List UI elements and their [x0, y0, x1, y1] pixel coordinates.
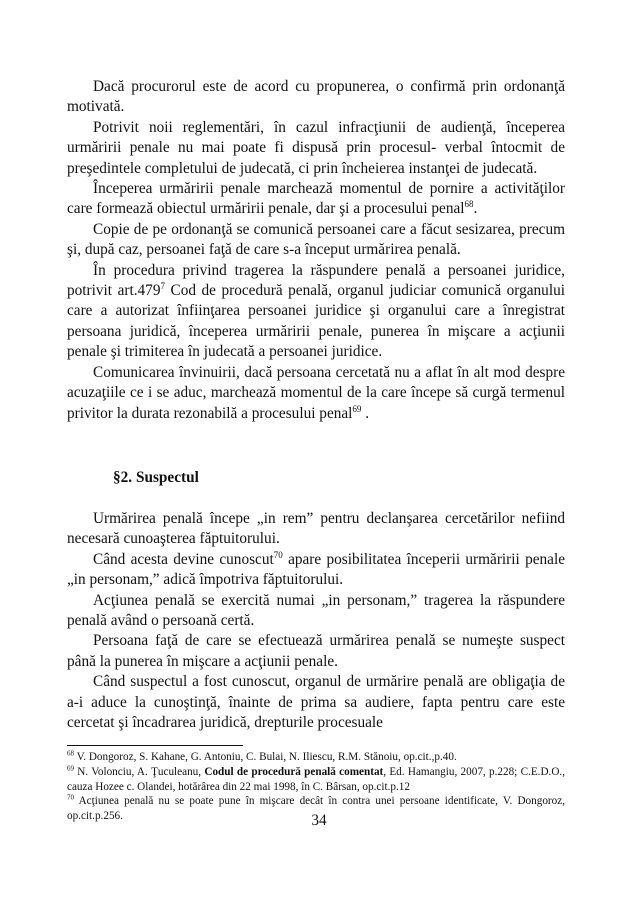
paragraph-1: Dacă procurorul este de acord cu propunerea, o confirmă prin ordonanţă motivată. [67, 78, 565, 116]
paragraph-9: Acţiunea penală se exercită numai „in personam,” tragerea la răspundere penală având o persoană certă. [67, 591, 565, 629]
footnote-69: $^{69}$ N. Volonciu, A. Ţuculeanu, Codul de procedură penală comentat, Ed. Hamangiu, 2007, p.228; C.E.D.O., cauza Hozee c. Olandei, hotărârea din 22 mai 1998, în C. Bârsan, op.cit.p.12 [67, 764, 566, 793]
paragraph-6: Comunicarea învinuirii, dacă persoana cercetată nu a aflat în alt mod despre acuzaţiile ce i se aduc, marchează momentul de la care începe să curgă termenul privitor la durata rezonabilă a procesului penal$^{69}$ . [67, 363, 565, 422]
paragraph-2: Potrivit noii reglementări, în cazul infracţiunii de audienţă, începerea urmăririi penale nu mai poate fi dispusă prin procesul- verbal întocmit de preşedintele completului de judecată, ci prin încheierea instanţei de judecată. [67, 118, 565, 177]
footnote-ref-70[interactable]: 70 [273, 549, 283, 560]
page-number: 34 [311, 812, 327, 829]
footnote-68: $^{68}$ V. Dongoroz, S. Kahane, G. Antoniu, C. Bulai, N. Iliescu, R.M. Stănoiu, op.cit.,p.40. [67, 749, 457, 764]
paragraph-3: Începerea urmăririi penale marchează momentul de pornire a activităţilor care formează obiectul urmăririi penale, dar şi a procesului penal$^{68}$. [67, 180, 565, 218]
paragraph-8: Când acesta devine cunoscut$^{70}$ apare posibilitatea începerii urmăririi penale „in personam,” adică împotriva făptuitorului. [67, 549, 565, 589]
paragraph-5: În procedura privind tragerea la răspundere penală a persoanei juridice, potrivit art.479$^7$ Cod de procedură penală, organul judiciar comunică organului care a autorizat înfiinţarea persoanei juridice şi organului care a înregistrat persoana juridică, începerea urmăririi penale, punerea în mişcare a acţiunii penale şi trimiterea în judecată a persoanei juridice. [67, 261, 565, 361]
footnote-divider [67, 745, 243, 746]
paragraph-4: Copie de pe ordonanţă se comunică persoanei care a făcut sesizarea, precum şi, după caz, persoanei faţă de care s-a început urmărirea penală. [67, 220, 565, 259]
footnote-70: $^{70}$ Acţiunea penală nu se poate pune în mişcare decât în contra unei persoane identificate, V. Dongoroz, op.cit.p.256. [67, 793, 565, 822]
paragraph-7: Urmărirea penală începe „in rem” pentru declanşarea cercetărilor nefiind necesară cunoaşterea făptuitorului. [67, 509, 565, 548]
paragraph-10: Persoana faţă de care se efectuează urmărirea penală se numeşte suspect până la punerea în mişcare a acţiunii penale. [67, 632, 565, 670]
article-superscript: 7 [160, 280, 165, 291]
footnote-ref-68[interactable]: 68 [464, 199, 474, 210]
footnote-ref-69[interactable]: 69 [352, 403, 362, 414]
section-heading: §2. Suspectul [113, 468, 199, 486]
document-page [67, 77, 565, 823]
paragraph-11: Când suspectul a fost cunoscut, organul de urmărire penală are obligaţia de a-i aduce la cunoştinţă, înainte de prima sa audiere, fapta pentru care este cercetat şi încadrarea juridică, drepturile procesuale [67, 673, 565, 731]
